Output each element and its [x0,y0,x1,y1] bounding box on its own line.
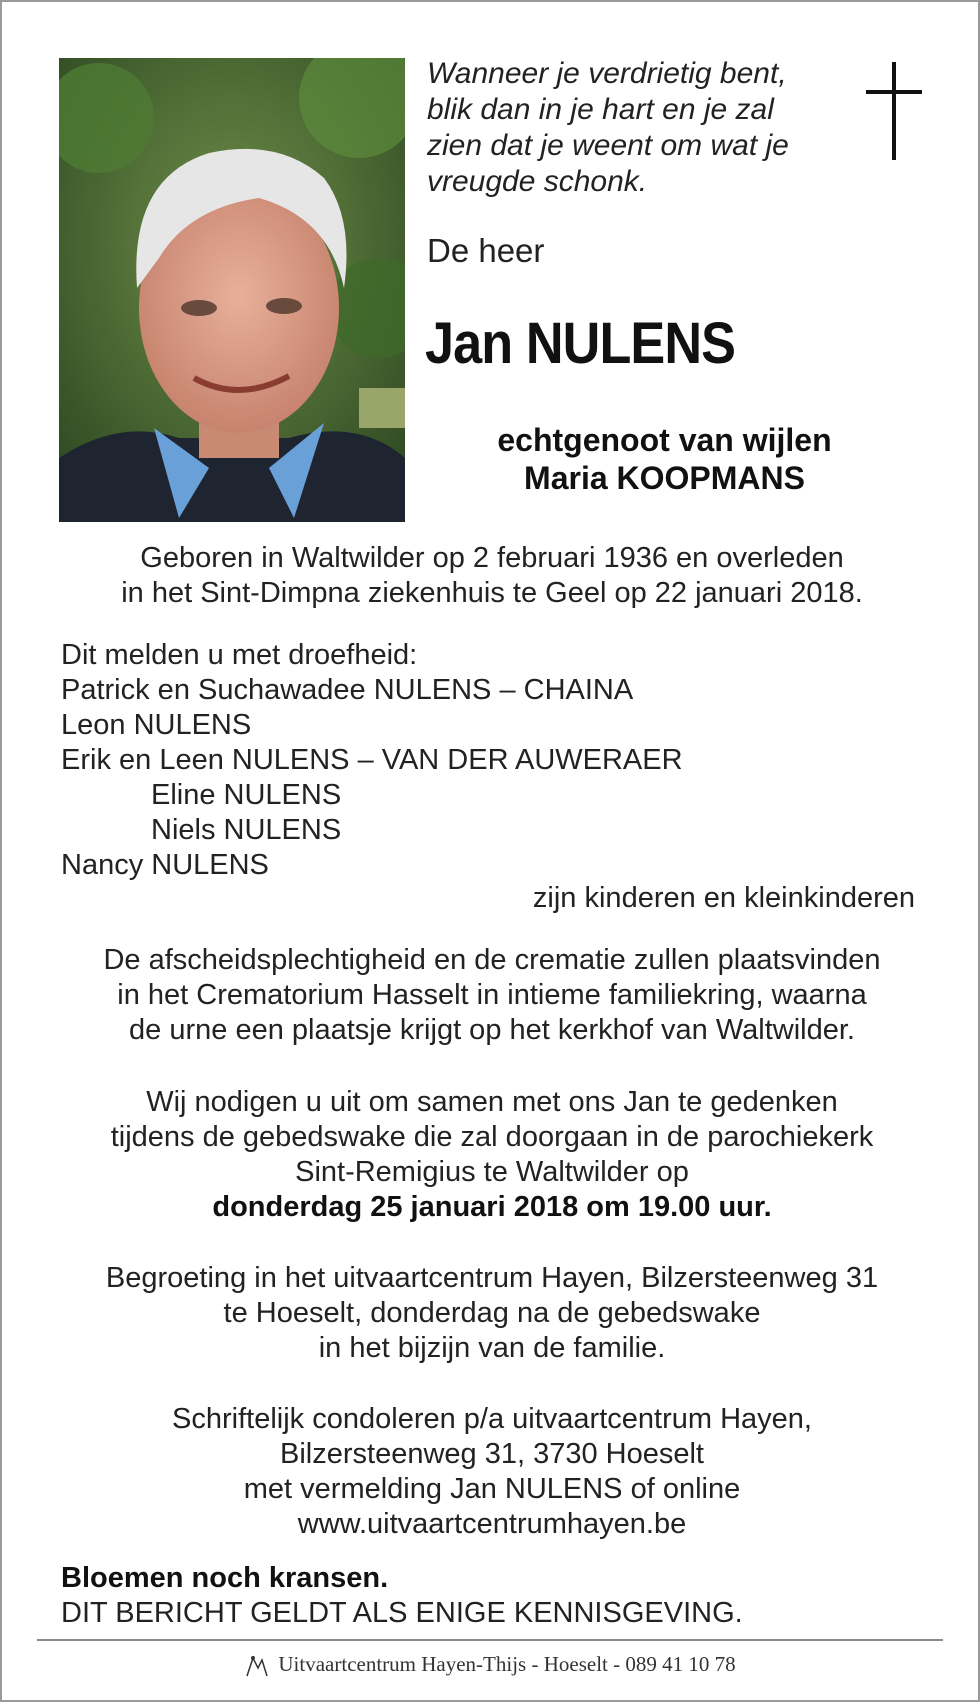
text-line: Sint-Remigius te Waltwilder op [295,1156,689,1188]
birth-death-info [42,541,942,611]
text-line: in het Crematorium Hasselt in intieme familiekring, waarna [117,979,867,1011]
family-intro: Dit melden u met droefheid: [61,639,418,671]
family-member: Patrick en Suchawadee NULENS – CHAINA [61,674,634,706]
family-list [61,638,683,883]
quote-line: blik dan in je hart en je zal [427,93,774,126]
text-line: Geboren in Waltwilder op 2 februari 1936 en overleden [140,542,844,574]
funeral-home-footer [2,1652,978,1678]
portrait-photo [59,58,405,522]
memorial-quote [427,56,807,200]
text-line: Begroeting in het uitvaartcentrum Hayen, Bilzersteenweg 31 [105,1262,879,1294]
flowers-note: Bloemen noch kransen. [61,1562,389,1594]
footer-divider [37,1639,943,1641]
spouse-line: echtgenoot van wijlen [497,422,832,458]
quote-line: zien dat je weent om wat je [427,129,789,162]
spouse-name: Maria KOOPMANS [524,460,805,496]
notice-text: DIT BERICHT GELDT ALS ENIGE KENNISGEVING. [61,1597,743,1629]
family-member: Eline NULENS [151,779,342,811]
family-member: Erik en Leen NULENS – VAN DER AUWERAER [61,744,683,776]
honorific: De heer [427,232,545,269]
text-line: De afscheidsplechtigheid en de crematie zullen plaatsvinden [103,944,881,976]
footer-text: Uitvaartcentrum Hayen-Thijs - Hoeselt - 089 41 10 78 [278,1652,736,1676]
text-line: in het bijzijn van de familie. [318,1332,666,1364]
text-line: in het Sint-Dimpna ziekenhuis te Geel op 22 januari 2018. [121,577,863,609]
text-line: de urne een plaatsje krijgt op het kerkhof van Waltwilder. [129,1014,855,1046]
quote-line: vreugde schonk. [427,165,648,198]
text-line: tijdens de gebedswake die zal doorgaan in de parochiekerk [110,1121,874,1153]
text-line: Schriftelijk condoleren p/a uitvaartcentrum Hayen, [172,1403,812,1435]
family-member: Leon NULENS [61,709,252,741]
cross-icon [866,62,924,162]
family-member: Niels NULENS [151,814,342,846]
website-link[interactable]: www.uitvaartcentrumhayen.be [297,1508,687,1540]
quote-line: Wanneer je verdrietig bent, [427,57,787,90]
family-relation: zijn kinderen en kleinkinderen [532,882,915,914]
text-line: Bilzersteenweg 31, 3730 Hoeselt [280,1438,704,1470]
spouse-info [427,421,902,497]
text-line: met vermelding Jan NULENS of online [243,1473,741,1505]
cremation-info [42,943,942,1048]
text-line: te Hoeselt, donderdag na de gebedswake [223,1297,761,1329]
funeral-logo-icon [244,1654,270,1678]
vigil-info [42,1085,942,1225]
condolences-info [42,1402,942,1542]
vigil-date: donderdag 25 januari 2018 om 19.00 uur. [212,1191,772,1223]
family-member: Nancy NULENS [61,849,269,881]
text-line: Wij nodigen u uit om samen met ons Jan te gedenken [146,1086,838,1118]
deceased-name: Jan NULENS [425,311,736,376]
greeting-info [42,1261,942,1366]
